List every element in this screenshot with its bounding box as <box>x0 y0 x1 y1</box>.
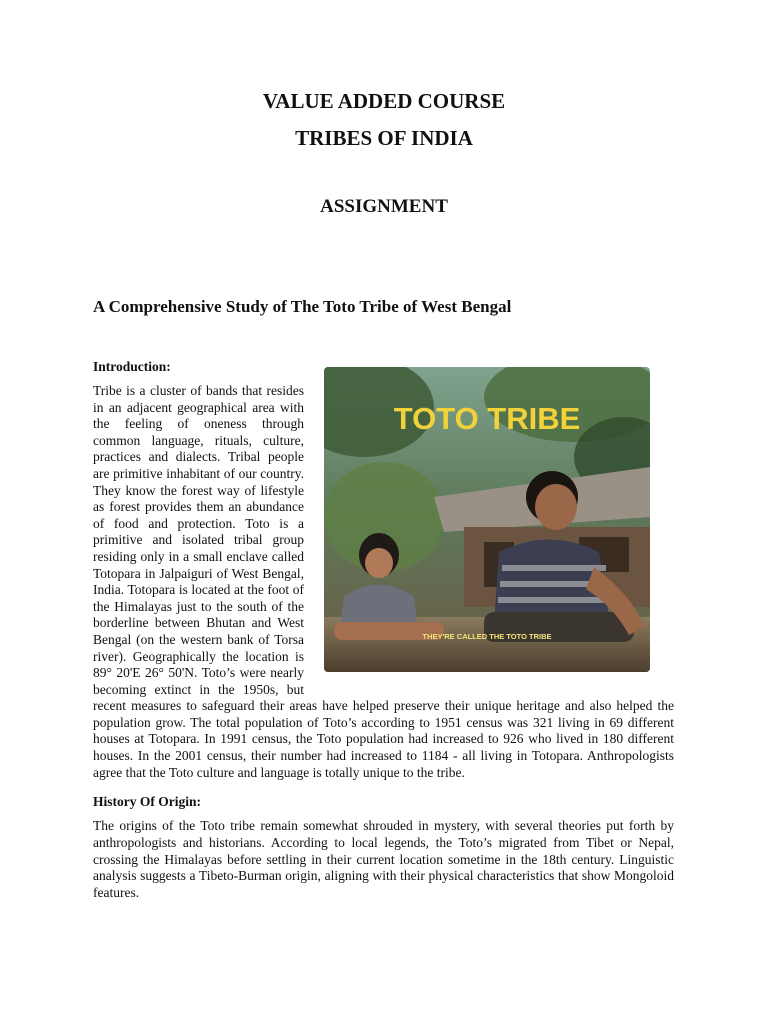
image-title-text: TOTO TRIBE <box>393 401 581 436</box>
tribes-title: TRIBES OF INDIA <box>295 126 473 150</box>
toto-tribe-photo <box>324 367 650 672</box>
photo-illustration <box>324 367 650 672</box>
study-title: A Comprehensive Study of The Toto Tribe of West Bengal <box>93 297 512 316</box>
introduction-paragraph <box>93 383 674 781</box>
assignment-title: ASSIGNMENT <box>320 196 448 217</box>
course-title: VALUE ADDED COURSE <box>262 89 506 113</box>
toto-tribe-figure <box>318 383 674 686</box>
history-heading: History Of Origin: <box>93 794 201 809</box>
image-caption-text: THEY'RE CALLED THE TOTO TRIBE <box>422 632 552 641</box>
introduction-text: Tribe is a cluster of bands that resides in an adjacent geographical area with the feeling of oneness through common language, rituals, culture, practices and dialects. Tribal people are primitive inhabitant of our country. They know the forest way of lifestyle as forest provides them an abundance of food and protection. Toto is a primitive and isolated tribal group residing only in a small enclave called Totopara in Jalpaiguri of West Bengal, India. Totopara is located at the foot of the Himalayas just to the south of the borderline between Bhutan and West Bengal (on the western bank of Torsa river). Geographically the location is 89° 20'E 26° 50'N. Toto’s were nearly becoming extinct in the 1950s, but recent measures to safeguard their areas have helped preserve their unique heritage and also helped the population grow. The total population of Toto’s according to 1951 census was 321 living in 69 different houses at Totopara. In 1991 census, the Toto population had increased to 926 who lived in 180 different houses. In the 2001 census, their number had increased to 1184 - all living in Totopara. Anthropologists agree that the Toto culture and language is totally unique to the tribe. <box>93 383 674 780</box>
introduction-heading: Introduction: <box>93 359 171 374</box>
history-paragraph: The origins of the Toto tribe remain somewhat shrouded in mystery, with several theories put forth by anthropologists and historians. According to local legends, the Toto’s migrated from Tibet or Nepal, crossing the Himalayas before settling in their current location sometime in the 18th century. Linguistic analysis suggests a Tibeto-Burman origin, aligning with their physical characteristics that show Mongoloid features. <box>93 818 674 901</box>
